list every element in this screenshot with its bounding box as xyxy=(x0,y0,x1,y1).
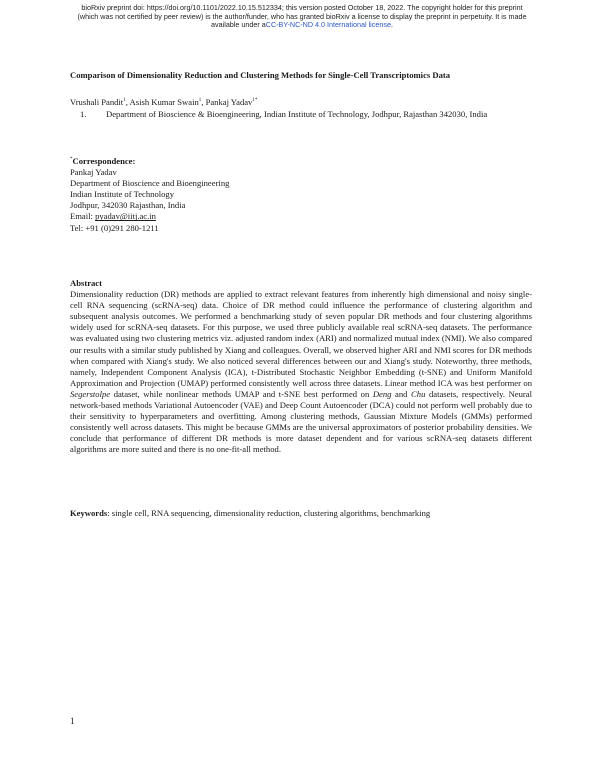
keywords-label: Keywords xyxy=(70,508,108,518)
abstract-text: dataset, while nonlinear methods UMAP and t-SNE best performed on xyxy=(110,388,373,399)
correspondence-address: Jodhpur, 342030 Rajasthan, India xyxy=(70,200,186,211)
correspondence-department: Department of Bioscience and Bioengineering xyxy=(70,178,230,189)
email-label: Email: xyxy=(70,211,96,222)
author-separator: , xyxy=(201,97,206,107)
notice-line-2: (which was not certified by peer review) is the author/funder, who has granted bioRxiv a license to display the preprint in perpetuity. It is made xyxy=(77,11,527,21)
keywords-text: : single cell, RNA sequencing, dimensionality reduction, clustering algorithms, benchmarking xyxy=(107,508,431,518)
author-name: Pankaj Yadav xyxy=(205,97,253,107)
abstract-dataset-name: Chu xyxy=(411,388,426,399)
notice-line-3-suffix: . xyxy=(390,20,393,30)
correspondence-block xyxy=(70,156,370,234)
email-link[interactable]: pyadav@iitj.ac.in xyxy=(95,211,156,222)
author-affiliation-marker: 1 xyxy=(198,98,202,104)
author-separator: , xyxy=(125,97,130,107)
correspondence-institute: Indian Institute of Technology xyxy=(70,189,175,200)
correspondence-heading-text: Correspondence: xyxy=(72,156,136,166)
abstract-text: and xyxy=(391,388,412,399)
author-affiliation-marker: 1 xyxy=(123,98,126,104)
abstract-text: datasets, respectively. Neural network-based methods Variational Autoencoder (VAE) and Deep Count Autoencoder (DCA) could not perform well probably due to their sensitivity to hyperparameters and overfitting. Among clustering methods, Gaussian Mixture Models (GMMs) performed consistently well across datasets. This might be because GMMs are the universal approximators of posterior probability densities. We conclude that performance of different DR methods is more dataset dependent and for various scRNA-seq datasets different algorithms are more suited and there is no one-fit-all method. xyxy=(70,388,532,455)
notice-line-3 xyxy=(34,21,570,30)
abstract-body xyxy=(70,289,532,455)
correspondence-telephone: Tel: +91 (0)291 280-1211 xyxy=(70,222,159,233)
abstract-dataset-name: Deng xyxy=(372,388,392,399)
page-number: 1 xyxy=(70,716,75,726)
correspondence-heading xyxy=(70,156,370,167)
notice-line-3-prefix: available under a xyxy=(211,20,266,30)
abstract-section xyxy=(70,278,532,456)
affiliation-number: 1. xyxy=(80,109,87,119)
abstract-dataset-name: Segerstolpe xyxy=(70,388,111,399)
correspondence-marker: * xyxy=(70,157,73,163)
notice-line-1: bioRxiv preprint doi: https://doi.org/10.1101/2022.10.15.512334; this version posted October 18, 2022. The copyright holder for this preprint xyxy=(81,3,523,12)
author-affiliation-marker: 1* xyxy=(252,98,258,104)
keywords-line xyxy=(70,508,532,519)
author-name: Vrushali Pandit xyxy=(70,97,124,107)
preprint-notice xyxy=(34,4,570,30)
abstract-heading: Abstract xyxy=(70,278,102,288)
author-list xyxy=(70,97,257,108)
affiliation-text: Department of Bioscience & Bioengineering, Indian Institute of Technology, Jodhpur, Rajasthan 342030, India xyxy=(106,109,488,119)
correspondence-name: Pankaj Yadav xyxy=(70,167,117,178)
license-link[interactable]: CC-BY-NC-ND 4.0 International license xyxy=(265,20,391,30)
abstract-text: Dimensionality reduction (DR) methods are applied to extract relevant features from inherently high dimensional and noisy single-cell RNA sequencing (scRNA-seq) data. Choice of DR method could influence the performance of clustering algorithm and subsequent analysis outcomes. We performed a benchmarking study of seven popular DR methods and four clustering algorithms widely used for scRNA-seq datasets. For this purpose, we used three publicly available real scRNA-seq datasets. The performance was evaluated using two clustering metrics viz. adjusted random index (ARI) and normalized mutual index (NMI). We also compared our results with a similar study published by Xiang and colleagues. Overall, we observed higher ARI and NMI scores for DR methods when compared with Xiang's study. We also noticed several differences between our and Xiang's study. Noteworthy, three methods, namely, Independent Component Analysis (ICA), t-Distributed Stochastic Neighbor Embedding (t-SNE) and Uniform Manifold Approximation and Projection (UMAP) performed consistently well across three datasets. Linear method ICA was best performer on xyxy=(70,289,532,388)
paper-title: Comparison of Dimensionality Reduction and Clustering Methods for Single-Cell Transcriptomics Data xyxy=(70,70,451,80)
correspondence-email-line xyxy=(70,211,370,222)
author-name: Asish Kumar Swain xyxy=(129,97,199,107)
